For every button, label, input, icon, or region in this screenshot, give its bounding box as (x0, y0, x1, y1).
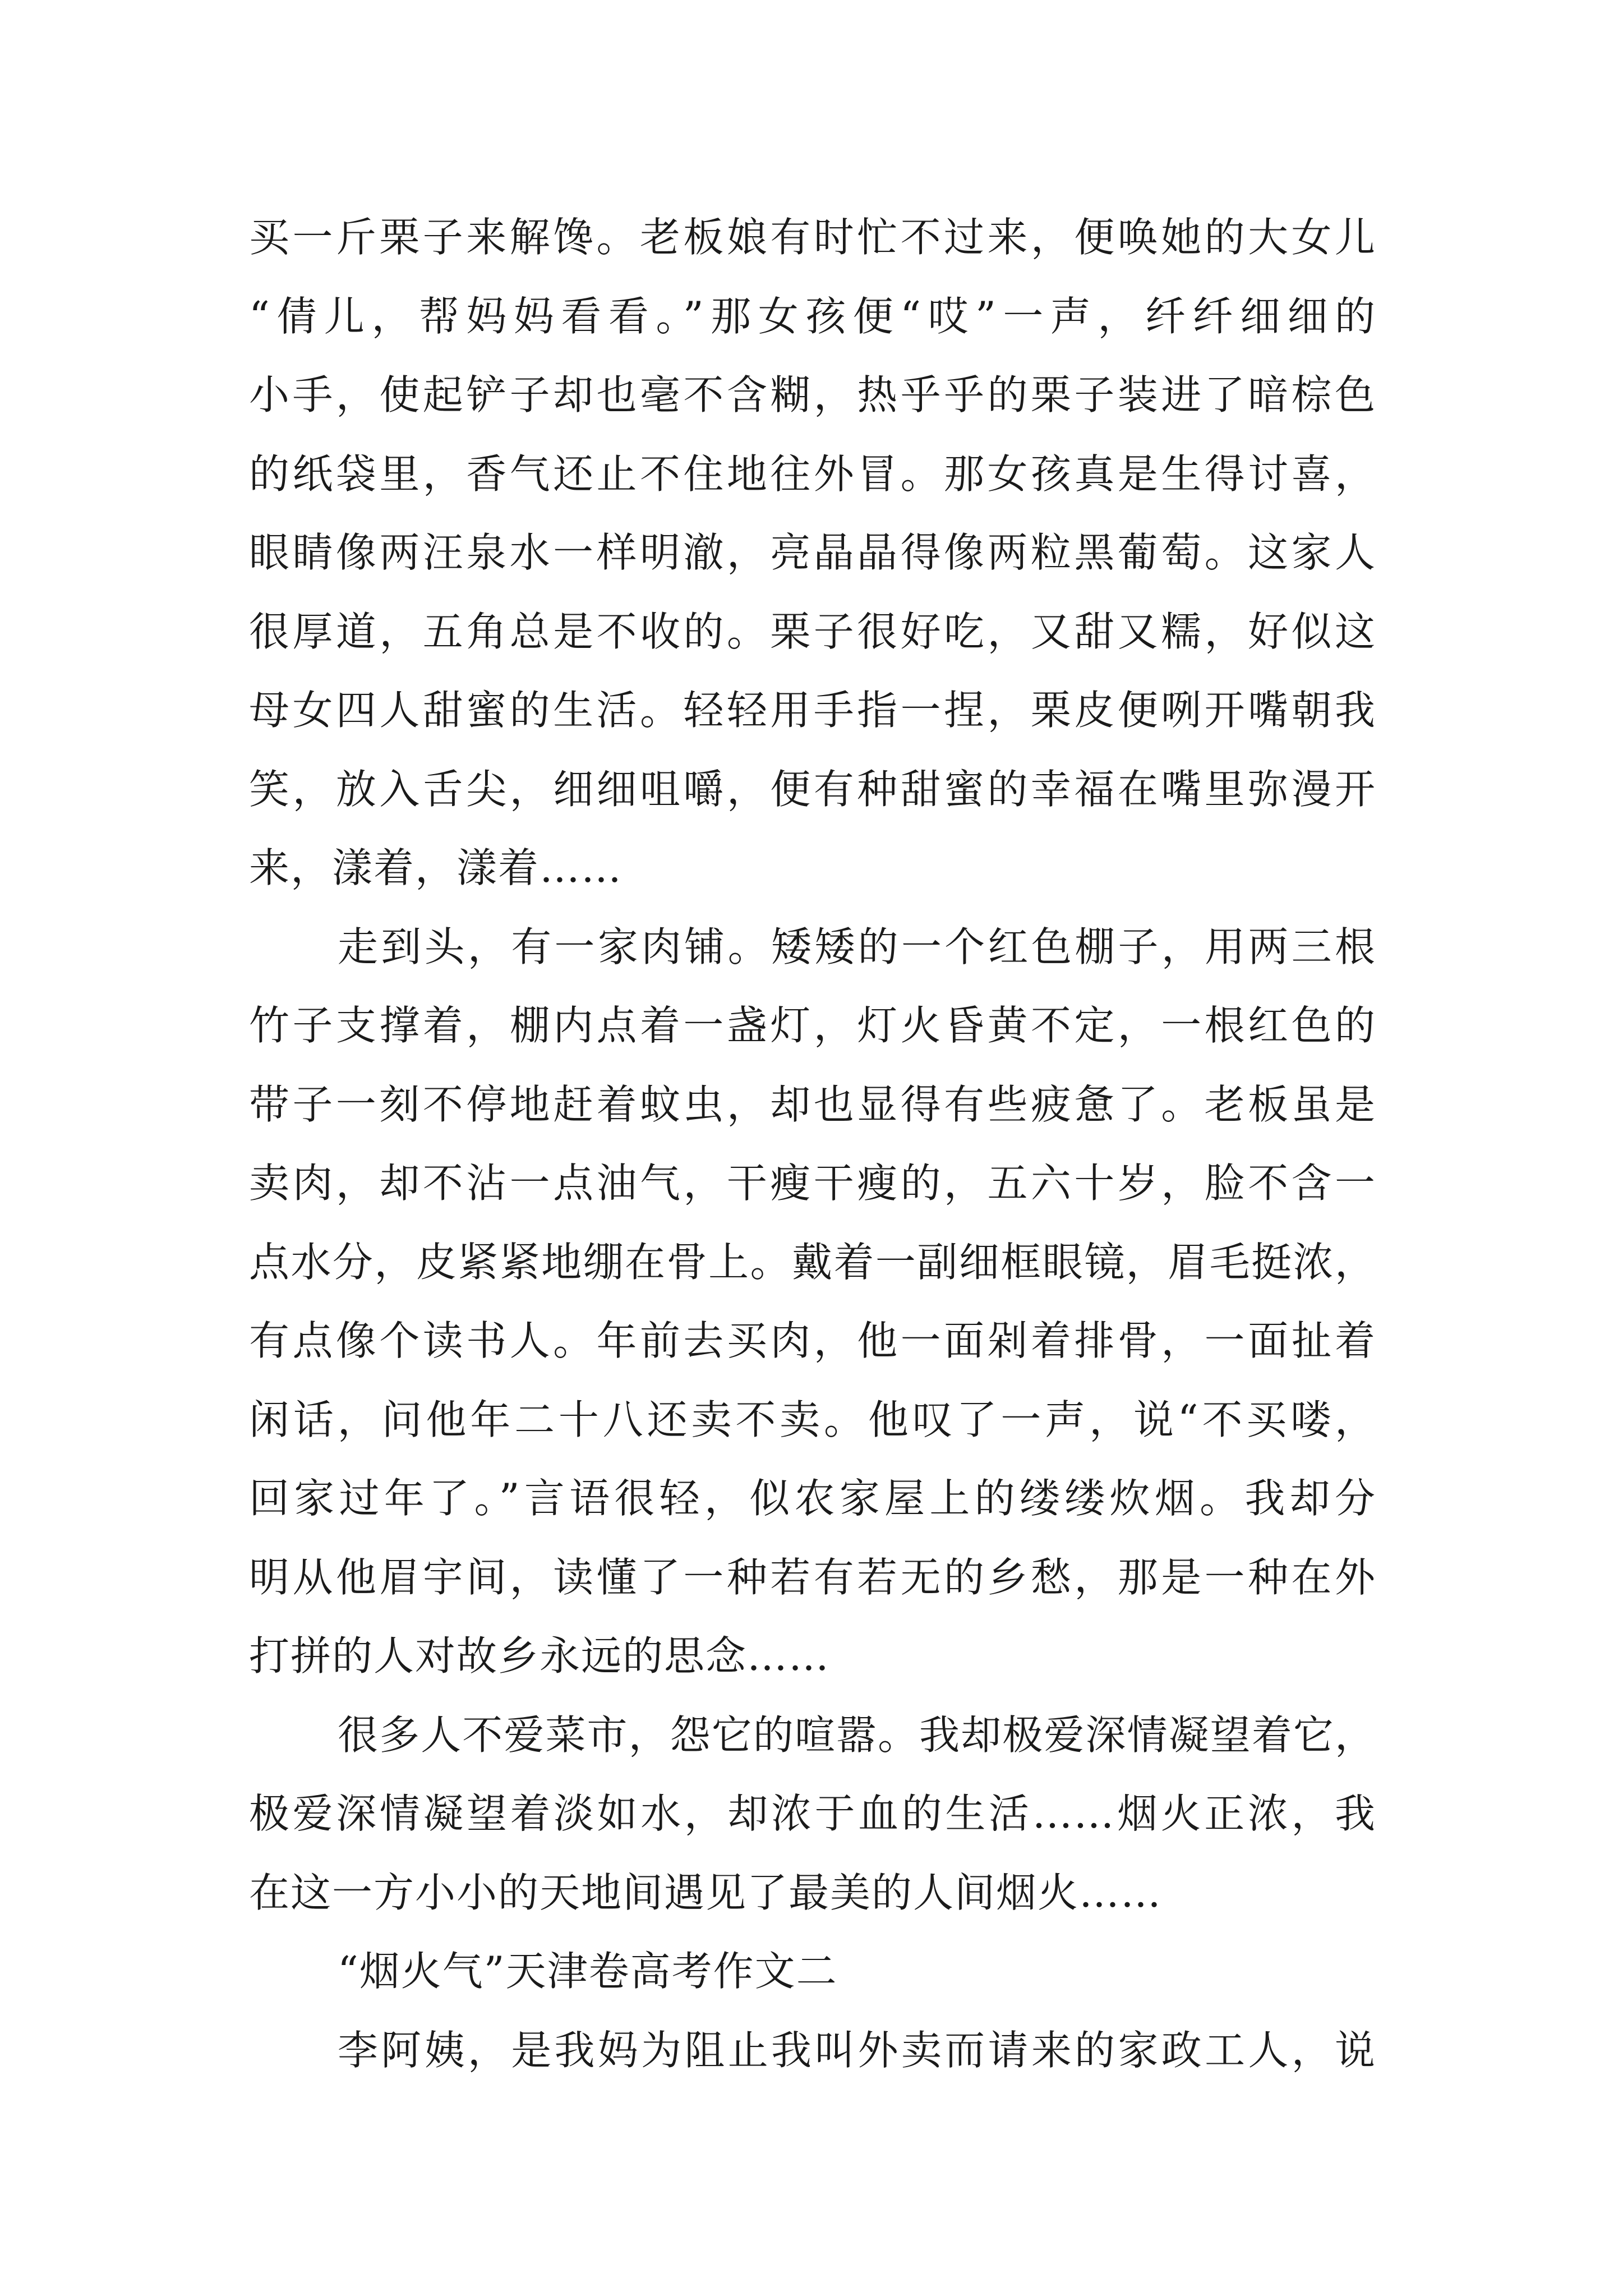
paragraph (249, 908, 1376, 1696)
text-line: 极爱深情凝望着淡如水，却浓于血的生活……烟火正浓，我 (249, 1790, 1376, 1837)
text-line: 母女四人甜蜜的生活。轻轻用手指一捏，栗皮便咧开嘴朝我 (249, 687, 1376, 734)
text-line: 李阿姨，是我妈为阻止我叫外卖而请来的家政工人，说 (338, 2026, 1376, 2074)
text-line: 竹子支撑着，棚内点着一盏灯，灯火昏黄不定，一根红色的 (249, 1002, 1376, 1049)
text-line: 眼睛像两汪泉水一样明澈，亮晶晶得像两粒黑葡萄。这家人 (249, 529, 1376, 576)
paragraph (249, 2011, 1376, 2090)
text-line: 走到头，有一家肉铺。矮矮的一个红色棚子，用两三根 (338, 923, 1376, 970)
text-line: 带子一刻不停地赶着蚊虫，却也显得有些疲惫了。老板虽是 (249, 1080, 1376, 1128)
text-line: 买一斤栗子来解馋。老板娘有时忙不过来，便唤她的大女儿 (249, 214, 1376, 261)
text-line: 笑，放入舌尖，细细咀嚼，便有种甜蜜的幸福在嘴里弥漫开 (249, 765, 1376, 813)
text-line: 回家过年了。”言语很轻，似农家屋上的缕缕炊烟。我却分 (249, 1475, 1376, 1522)
text-line: 闲话，问他年二十八还卖不卖。他叹了一声，说“不买喽， (249, 1396, 1376, 1443)
text-line: 很厚道，五角总是不收的。栗子很好吃，又甜又糯，好似这 (249, 608, 1376, 655)
paragraph (249, 1696, 1376, 1932)
text-line: 的纸袋里，香气还止不住地往外冒。那女孩真是生得讨喜， (249, 450, 1376, 498)
text-line: 很多人不爱菜市，怨它的喧嚣。我却极爱深情凝望着它， (338, 1711, 1376, 1759)
text-line: 来，漾着，漾着…… (249, 844, 623, 891)
section-heading: “烟火气”天津卷高考作文二 (338, 1948, 838, 1995)
text-line: 明从他眉宇间，读懂了一种若有若无的乡愁，那是一种在外 (249, 1553, 1376, 1601)
text-line: 小手，使起铲子却也毫不含糊，热乎乎的栗子装进了暗棕色 (249, 371, 1376, 418)
paragraph (249, 198, 1376, 908)
text-line: 有点像个读书人。年前去买肉，他一面剁着排骨，一面扯着 (249, 1317, 1376, 1364)
text-line: 在这一方小小的天地间遇见了最美的人间烟火…… (249, 1869, 1163, 1916)
text-line: 点水分，皮紧紧地绷在骨上。戴着一副细框眼镜，眉毛挺浓， (249, 1238, 1376, 1286)
text-line: 打拼的人对故乡永远的思念…… (249, 1632, 831, 1680)
text-line: “倩儿，帮妈妈看看。”那女孩便“哎”一声，纤纤细细的 (249, 292, 1376, 340)
document-body (249, 198, 1376, 2090)
text-line: 卖肉，却不沾一点油气，干瘦干瘦的，五六十岁，脸不含一 (249, 1159, 1376, 1207)
